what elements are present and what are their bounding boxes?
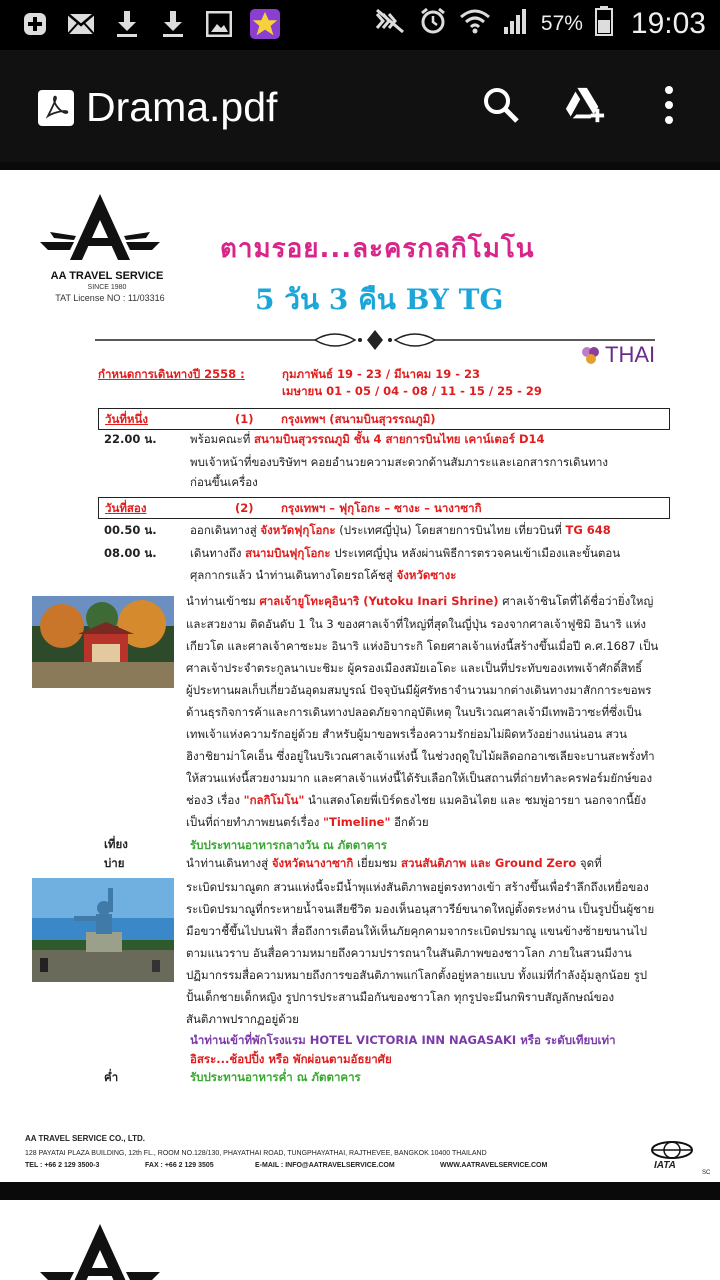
day-1-line-1: พร้อมคณะที่ สนามบินสุวรรณภูมิ ชั้น 4 สายการบินไทย เคาน์เตอร์ D14: [190, 432, 545, 446]
thai-airways-logo: [580, 342, 655, 368]
signal-icon: [503, 7, 529, 40]
day-2-flight-line: ออกเดินทางสู่ จังหวัดฟุกุโอกะ (ประเทศญี่ปุ่น) โดยสายการบินไทย เที่ยวบินที่ TG 648: [190, 523, 611, 537]
iata-label: IATA: [654, 1160, 676, 1171]
day-2-number: (2): [235, 501, 254, 515]
tour-duration: 5 วัน 3 คืน BY TG: [255, 283, 504, 316]
pdf-page-1[interactable]: [0, 170, 720, 1182]
day-1-number: (1): [235, 412, 254, 426]
day-1-route: กรุงเทพฯ (สนามบินสุวรรณภูมิ): [281, 412, 436, 426]
shrine-para-line-1: นำท่านเข้าชม ศาลเจ้ายูโทะคุอินาริ (Yutoku Inari Shrine) ศาลเจ้าชินโตที่ได้ชื่อว่ายิ่งใหญ่: [186, 594, 654, 608]
battery-percent: 57%: [540, 11, 583, 35]
tour-title: ตามรอย...ละครกลกิโมโน: [220, 234, 535, 264]
dinner-text: รับประทานอาหารค่ำ ณ ภัตตาคาร: [190, 1070, 361, 1084]
shrine-para-line-11: เป็นที่ถ่ายทำภาพยนตร์เรื่อง "Timeline" อีกด้วย: [186, 815, 429, 829]
dinner-label: ค่ำ: [104, 1070, 119, 1084]
footer-tel: TEL : +66 2 129 3500-3: [25, 1162, 100, 1169]
logo-license: TAT License NO : 11/03316: [55, 293, 165, 303]
schedule-line-2: เมษายน 01 - 05 / 04 - 08 / 11 - 15 / 25 - 29: [282, 384, 542, 398]
yutoku-inari-shrine-photo: [32, 596, 174, 688]
pdf-page-2[interactable]: [0, 1200, 720, 1280]
peace-park-line-5: ตามแนวราบ อันสื่อความหมายถึงความปรารถนาในสันติภาพของชาวโลก ภายในสวนมีงาน: [186, 946, 632, 960]
lunch-label: เที่ยง: [104, 837, 128, 851]
mute-icon: [373, 8, 407, 39]
pdf-icon: [38, 90, 74, 126]
shrine-para-line-3: เกียวโต และศาลเจ้าคาซะมะ อินาริ แห่งอิบาระกิ โดยศาลเจ้าแห่งนี้สร้างขึ้นเมื่อปี ค.ศ.1687 เป็น: [186, 639, 659, 653]
footer-website: WWW.AATRAVELSERVICE.COM: [440, 1162, 548, 1169]
page-2-logo-emblem-icon: [30, 1220, 170, 1280]
peace-park-line-2: ระเบิดปรมาณูตก สวนแห่งนี้จะมีน้ำพุแห่งสันติภาพอยู่ตรงทางเข้า สร้างขึ้นเพื่อรำลึกถึงเหยื่อของ: [186, 880, 649, 894]
peace-park-line-3: ระเบิดปรมาณูที่กระหายน้ำจนเสียชีวิต มองเห็นอนุสาวรีย์ขนาดใหญ่ตั้งตระหง่าน เป็นรูปปั้นผู้ชาย: [186, 902, 655, 916]
logo-name: AA TRAVEL SERVICE: [50, 270, 164, 282]
download-icon-2: [158, 9, 188, 39]
day-2-label: วันที่สอง: [105, 501, 147, 515]
battery-icon: [595, 6, 613, 41]
day-2-time-2: 08.00 น.: [104, 546, 157, 560]
day-1-header: [98, 408, 670, 430]
wifi-icon: [459, 7, 491, 40]
day-2-saga-line: ศุลกากรแล้ว นำท่านเดินทางโดยรถโค้ชสู่ จังหวัดซางะ: [190, 568, 457, 582]
app-bar: [0, 50, 720, 162]
add-notification-icon: [20, 9, 50, 39]
footer-address: 128 PAYATAI PLAZA BUILDING, 12th FL., ROOM NO.128/130, PHAYATHAI ROAD, TUNGPHAYATHAI, RAJTHEVEE, BANGKOK 10400 THAILAND: [25, 1150, 487, 1157]
day-2-time-1: 00.50 น.: [104, 523, 157, 537]
alarm-icon: [419, 7, 447, 40]
afternoon-label: บ่าย: [104, 856, 125, 870]
shrine-para-line-2: และสวยงาม ติดอันดับ 1 ใน 3 ของศาลเจ้าที่ใหญ่ที่สุดในญี่ปุ่น รองจากศาลเจ้าฟูชิมิ อินาริ แห่ง: [186, 617, 647, 631]
iata-globe-icon: [648, 1140, 696, 1160]
schedule-label: กำหนดการเดินทางปี 2558 :: [98, 367, 245, 381]
search-icon[interactable]: [480, 84, 522, 126]
shrine-para-line-9: ให้สวนแห่งนี้สวยงามมาก และศาลเจ้าแห่งนี้ได้รับเลือกให้เป็นสถานที่ถ่ายทำละครฟอร์มยักษ์ของ: [186, 771, 653, 785]
drive-add-icon[interactable]: [564, 84, 606, 126]
day-2-arrival-line: เดินทางถึง สนามบินฟุกุโอกะ ประเทศญี่ปุ่น หลังผ่านพิธีการตรวจคนเข้าเมืองและขั้นตอน: [190, 546, 621, 560]
day-2-header: [98, 497, 670, 519]
day-1-time-1: 22.00 น.: [104, 432, 157, 446]
shrine-para-line-10: ช่อง3 เรื่อง "กลกิโมโน" นำแสดงโดยพี่เบิร์ดธงไชย แมคอินไตย และ ชมพู่อารยา นอกจากนี้ยัง: [186, 793, 647, 807]
peace-park-line-4: มือขวาชี้ขึ้นไปบนฟ้า สื่อถึงการเตือนให้เห็นภัยคุกคามจากระเบิดปรมาณู แขนข้างซ้ายขนานไป: [186, 924, 648, 938]
footer-fax: FAX : +66 2 129 3505: [145, 1162, 214, 1169]
peace-park-line-1: นำท่านเดินทางสู่ จังหวัดนางาซากิ เยี่ยมชม สวนสันติภาพ และ Ground Zero จุดที่: [186, 856, 602, 870]
thai-orchid-icon: [580, 344, 602, 366]
thai-logo-text: THAI: [605, 342, 656, 367]
logo-since: SINCE 1980: [87, 284, 127, 291]
peace-statue-photo: [32, 878, 174, 982]
download-icon: [112, 9, 142, 39]
footer-sc: SC: [702, 1170, 711, 1176]
day-1-line-2: พบเจ้าหน้าที่ของบริษัทฯ คอยอำนวยความสะดวกด้านสัมภาระและเอกสารการเดินทาง: [190, 455, 609, 469]
shrine-para-line-5: ผู้ประทานผลเก็บเกี่ยวอันอุดมสมบูรณ์ ปัจจุบันมีผู้ศรัทธาจำนวนมากต่างเดินทางมาสักการะขอพร: [186, 683, 652, 697]
peace-park-line-8: สันติภาพปรากฏอยู่ด้วย: [186, 1012, 299, 1026]
day-1-line-3: ก่อนขึ้นเครื่อง: [190, 475, 258, 489]
peace-park-line-6: ปฏิมากรรมสื่อความหมายถึงการขอสันติภาพแก่โลกตั้งอยู่หลายแบบ ทั้งแม่ที่กำลังอุ้มลูกน้อย รูป: [186, 968, 648, 982]
ornament-divider-icon: [95, 328, 655, 352]
day-1-label: วันที่หนึ่ง: [105, 412, 148, 426]
shrine-para-line-4: ศาลเจ้าประจำตระกูลนาเบะชิมะ ผู้ครองเมืองสมัยเอโดะ และเป็นที่ประทับของเทพเจ้าศักดิ์สิทธิ์: [186, 661, 643, 675]
peace-park-line-7: ปั้นเด็กชายเด็กหญิง รูปการประสานมือกันของชาวโลก ทุกรูปจะมีนกพิราบสัญลักษณ์ของ: [186, 990, 615, 1004]
footer-company: AA TRAVEL SERVICE CO., LTD.: [25, 1134, 146, 1143]
company-logo: [30, 190, 170, 320]
hotel-line: นำท่านเข้าที่พักโรงแรม HOTEL VICTORIA INN NAGASAKI หรือ ระดับเทียบเท่า: [190, 1033, 616, 1047]
shrine-para-line-7: เทพเจ้าแห่งความรักอยู่ด้วย สำหรับผู้มาขอพรเรื่องความรักย่อมไม่ผิดหวังอย่างแน่นอน สวน: [186, 727, 627, 741]
document-title: Drama.pdf: [86, 84, 278, 130]
app-icon: [250, 9, 280, 39]
image-icon: [204, 9, 234, 39]
shrine-para-line-6: ด้านธุรกิจการค้าและการเดินทางปลอดภัยจากอุบัติเหตุ ในบริเวณศาลเจ้ามีเทพอิวาซะที่ซึ่งเป็น: [186, 705, 642, 719]
clock: 19:03: [630, 6, 706, 40]
more-options-icon[interactable]: [648, 84, 690, 126]
footer-email: E-MAIL : INFO@AATRAVELSERVICE.COM: [255, 1162, 395, 1169]
schedule-line-1: กุมภาพันธ์ 19 - 23 / มีนาคม 19 - 23: [282, 367, 481, 381]
lunch-text: รับประทานอาหารกลางวัน ณ ภัตตาคาร: [190, 838, 387, 852]
free-time-line: อิสระ...ช้อปปิ้ง หรือ พักผ่อนตามอัธยาศัย: [190, 1052, 392, 1066]
mail-icon: [66, 9, 96, 39]
logo-emblem-icon: [30, 190, 170, 270]
shrine-para-line-8: ฮิงาชิยาม่าโคเอ็น ซึ่งอยู่ในบริเวณศาลเจ้าแห่งนี้ ในช่วงฤดูใบไม้ผลิดอกอาเซเลียจะบานสะพรั่งทำ: [186, 749, 655, 763]
day-2-route: กรุงเทพฯ – ฟุกุโอกะ – ซางะ – นางาซากิ: [281, 501, 482, 515]
status-bar: [0, 0, 720, 50]
